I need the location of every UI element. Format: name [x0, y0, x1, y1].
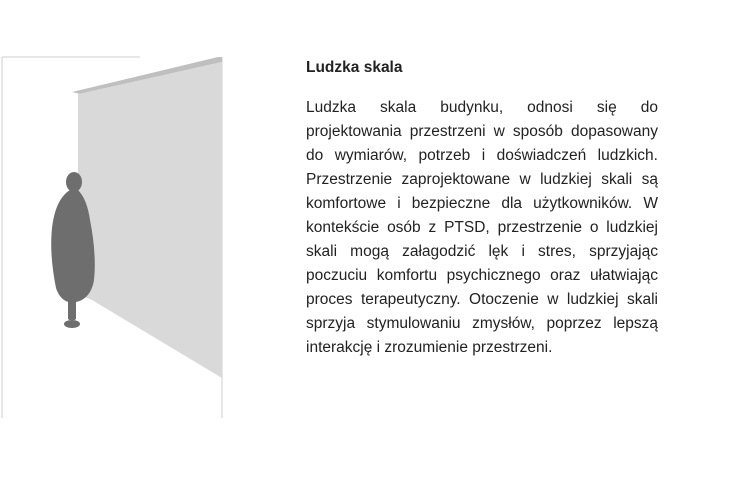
- wall-plane: [78, 62, 222, 378]
- section-paragraph: Ludzka skala budynku, odnosi się do projektowania przestrzeni w sposób dopasowany do wymiarów, potrzeb i doświadczeń ludzkich. Przestrzenie zaprojektowane w ludzkiej skali są komfortowe i bezpieczne dla użytkowników. W kontekście osób z PTSD, przestrzenie o ludzkiej skali mogą załagodzić lęk i stres, sprzyjając poczuciu komfortu psychicznego oraz ułatwiając proces terapeutyczny. Otoczenie w ludzkiej skali sprzyja stymulowaniu zmysłów, poprzez lepszą interakcję i zrozumienie przestrzeni.: [306, 99, 658, 356]
- section-heading: Ludzka skala: [306, 59, 403, 76]
- text-block: [306, 58, 658, 360]
